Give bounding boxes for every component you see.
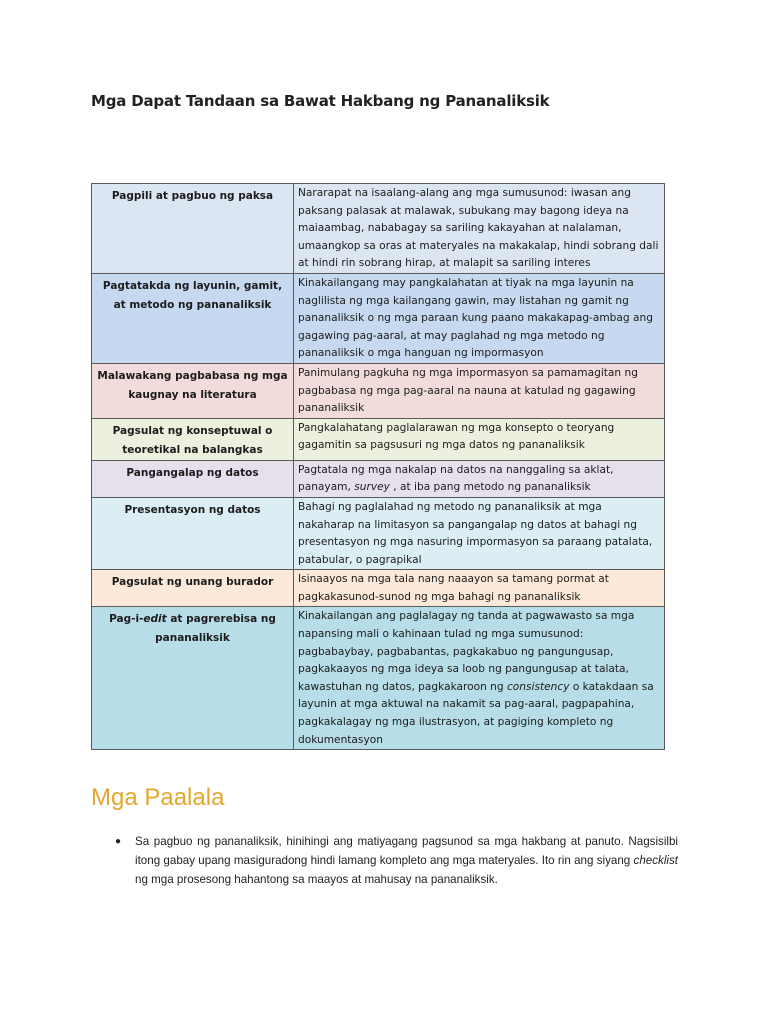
step-term: edit bbox=[143, 613, 167, 626]
bullet-icon: ● bbox=[115, 836, 122, 847]
step-description bbox=[294, 460, 665, 497]
step-name: Pagsulat ng konseptuwal o teoretikal na balangkas bbox=[92, 418, 294, 460]
step-description: Kinakailangang may pangkalahatan at tiyak na mga layunin na naglilista ng mga kailangang gawin, may listahan ng gamit ng pananaliksik o ng mga paraan kung paano makakapag-ambag ang gagawing pag-aaral, at may paglahad ng mga metodo ng pananaliksik o mga hanguan ng impormasyon bbox=[294, 273, 665, 363]
step-description bbox=[294, 607, 665, 750]
step-text: Pag-i- bbox=[109, 613, 144, 626]
table-row bbox=[92, 418, 665, 460]
description-text: , at iba pang metodo ng pananaliksik bbox=[389, 481, 591, 494]
description-text: o katakdaan sa layunin at mga aktuwal na nakamit sa pag-aaral, pagpapahina, pagkakalagay ng mga ilustrasyon, at pagiging kompleto ng dokumentasyon bbox=[298, 680, 654, 746]
table-row bbox=[92, 497, 665, 569]
step-name: Pangangalap ng datos bbox=[92, 460, 294, 497]
table-row bbox=[92, 184, 665, 274]
step-name bbox=[92, 607, 294, 750]
step-name: Pagsulat ng unang burador bbox=[92, 570, 294, 607]
table-row bbox=[92, 570, 665, 607]
table-row bbox=[92, 607, 665, 750]
step-description: Nararapat na isaalang-alang ang mga sumusunod: iwasan ang paksang palasak at malawak, subukang may bagong ideya na maiaambag, nababagay sa sariling kakayahan at nalalaman, umaangkop sa oras at materyales na makakalap, hindi sobrang dali at hindi rin sobrang hirap, at malapit sa sariling interes bbox=[294, 184, 665, 274]
note-text: ng mga prosesong hahantong sa maayos at mahusay na pananaliksik. bbox=[135, 873, 498, 886]
description-text: Kinakailangan ang paglalagay ng tanda at pagwawasto sa mga napansing mali o kahinaan tulad ng mga sumusunod: pagbabaybay, pagbabantas, pagkakabuo ng pangungusap, pagkakaayos ng mga ideya sa loob ng pangungusap at talata, kawastuhan ng datos, pagkakaroon ng bbox=[298, 610, 635, 693]
list-item bbox=[115, 832, 678, 889]
step-text: at pagrerebisa ng pananaliksik bbox=[155, 613, 276, 645]
table-row bbox=[92, 363, 665, 418]
note-text: Sa pagbuo ng pananaliksik, hinihingi ang matiyagang pagsunod sa mga hakbang at panuto. Nagsisilbi itong gabay upang masiguradong hindi lamang kompleto ang mga materyales. Ito rin ang siyang bbox=[135, 835, 678, 867]
step-description: Isinaayos na mga tala nang naaayon sa tamang pormat at pagkakasunod-sunod ng mga bahagi ng pananaliksik bbox=[294, 570, 665, 607]
table-row bbox=[92, 273, 665, 363]
step-description: Panimulang pagkuha ng mga impormasyon sa pamamagitan ng pagbabasa ng mga pag-aaral na nauna at katulad ng gagawing pananaliksik bbox=[294, 363, 665, 418]
step-name: Pagpili at pagbuo ng paksa bbox=[92, 184, 294, 274]
step-description: Bahagi ng paglalahad ng metodo ng pananaliksik at mga nakaharap na limitasyon sa pangangalap ng datos at bahagi ng presentasyon ng mga nasuring impormasyon sa paraang patalata, patabular, o pagrapikal bbox=[294, 497, 665, 569]
reminder-list bbox=[115, 832, 678, 889]
description-text: Pagtatala ng mga nakalap na datos na nanggaling sa aklat, panayam, bbox=[298, 463, 614, 494]
research-steps-table bbox=[91, 183, 665, 750]
section-heading: Mga Paalala bbox=[91, 784, 225, 811]
note-term: checklist bbox=[633, 854, 678, 867]
step-name: Pagtatakda ng layunin, gamit, at metodo ng pananaliksik bbox=[92, 273, 294, 363]
step-name: Malawakang pagbabasa ng mga kaugnay na literatura bbox=[92, 363, 294, 418]
step-name: Presentasyon ng datos bbox=[92, 497, 294, 569]
step-description: Pangkalahatang paglalarawan ng mga konsepto o teoryang gagamitin sa pagsusuri ng mga datos ng pananaliksik bbox=[294, 418, 665, 460]
page-title: Mga Dapat Tandaan sa Bawat Hakbang ng Pananaliksik bbox=[91, 92, 550, 110]
description-term: survey bbox=[354, 481, 390, 494]
description-term: consistency bbox=[506, 680, 570, 693]
table-row bbox=[92, 460, 665, 497]
